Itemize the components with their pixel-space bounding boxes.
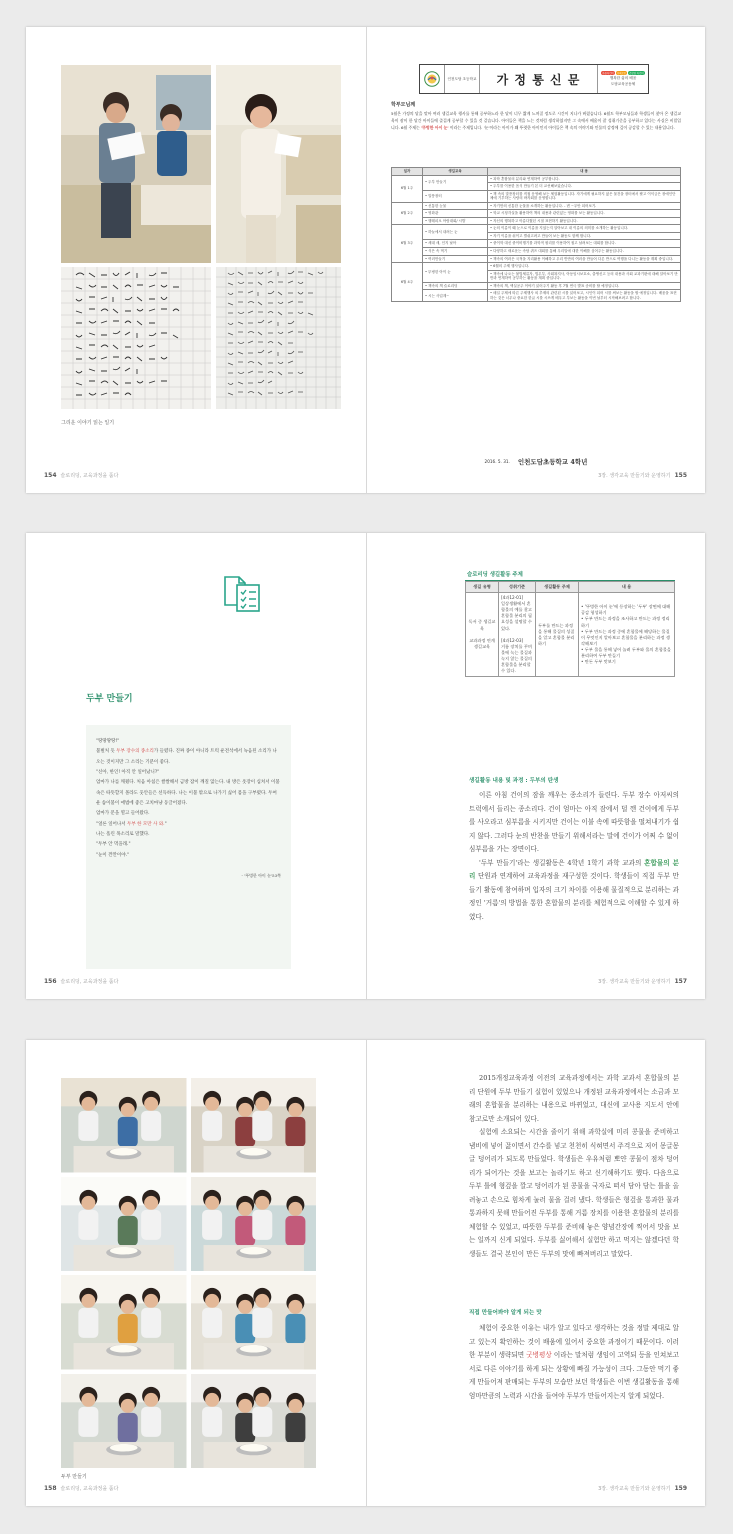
content-cell: • 책 속의 말풍장터를 직접 운영해 보는 체험활동입니다. 자기에게 필요하지 않은 물건을 장터에서 팔고 이익금은 장애인단체에 기부하는 사랑의 바자회를 운영합니다. [488,190,681,202]
spread-3 [26,1040,705,1506]
subject-cell: • 신통한 눈물 [423,202,488,210]
excerpt-line: 나는 흘린 목소리로 말했다. [96,832,150,838]
photo-caption: 그리운 이야기 읽는 일기 [61,420,115,426]
subject-cell: • 하늘에서 내려는 눈 [423,225,488,240]
newsletter-signoff [367,457,705,466]
document-checklist-icon [221,571,263,619]
newsletter-motto [598,65,648,93]
page-number: 158 [44,1485,57,1492]
th-content: 내 용 [488,168,681,176]
body-text [469,789,679,924]
week-cell: 6월 4주 [392,263,423,302]
photo-diary-1 [61,267,211,409]
motto-line-1: 행복한 삶의 배움 [609,76,637,80]
spread-1 [26,27,705,493]
content-cell: • 자기 이름을 쉬이고 별쉬고려고 만들어 보는 활동도 함께 합니다. [488,232,681,240]
page-footer [598,1485,687,1492]
subject-cell: • 두부 만들기 [423,175,488,190]
table-row [392,248,681,256]
content-cell: • 학교 시청각실을 활용하여 책의 내용과 관련있는 영화를 보는 활동입니다. [488,210,681,218]
photo-girl-reading [216,65,341,263]
highlight: 두부 장수의 종소리 [116,749,154,755]
table-row [392,217,681,225]
content-cell: • 과학 혼합물의 분리와 연계하여 공부합니다. [488,175,681,183]
newsletter-title: 가 정 통 신 문 [480,65,598,93]
newsletter-schedule-table [391,167,681,302]
activity-standard: [4과12-01] 일상생활에서 혼합물의 예를 찾고 혼합물 분리의 필요성을 설명할 수 있다. [4과12-03] 거름 장치를 꾸며 물에 녹는 물질과 녹지 않는 물질의 혼합물을 분리할 수 있다. [499,593,536,677]
subheading: 생길활동 내용 및 과정 : 두부의 탄생 [469,778,559,784]
table-row [392,240,681,248]
th-subject: 생길교육 [423,168,488,176]
week-cell: 6월 2주 [392,202,423,225]
motto-pill-2: 지혜로운 [616,72,627,75]
content-cell: • 자신의 행복하고 아름다웠던 시절 표현하기 활동입니다. [488,217,681,225]
section-title: 두부 만들기 [86,694,133,704]
running-title: 3장. 생각교육 만들기와 운영하기 [598,979,671,985]
school-emblem-icon [424,71,440,87]
subject-cell: • 책속의 책 슬로리딩 [423,282,488,290]
page-number: 156 [44,978,57,985]
activity-table [465,580,675,677]
page-158 [26,1040,366,1506]
excerpt-line: "얼른 일어나서 두부 한 모만 사 와." [96,821,167,827]
th-content: 내 용 [579,582,675,593]
paragraph-2: 실험에 소요되는 시간을 줄이기 위해 과학실에 미리 콩물을 준비하고 냄비에 넣어 끓이면서 간수를 넣고 천천히 식혀면서 주걱으로 저어 몽글몽글 덩어리가 되도록 만들었다. 학생들은 우유처럼 뽀얀 콩물이 점차 덩어리가 되어가는 것을 보고는 놀라기도 하고 신기해하기도 했다. 다음으로 두부 틀에 형겊을 깔고 덩어리가 된 콩물을 국자로 떠서 담아 담는 틀을 올려놓고 손으로 힘차게 눌러 물을 걸러 냈다. 학생들은 형겊을 통과한 물과 통과하지 못해 만들어진 두부를 통해 거름 장치를 이용한 혼합물의 분리를 체험할 수 있었고, 따뜻한 두부를 준비해 놓은 양념간장에 찍어서 맛을 보는 일까지 신게 되었다. 두부를 싫어해서 실험만 하고 먹지는 않겠다던 학생들도 결국 본인이 만든 두부의 맛에 빠져버리고 말았다. [469,1128,679,1258]
excerpt-line: "눈이 깐깐이야." [96,852,130,858]
school-badge: 인천도담 초등학교 [445,65,480,93]
subject-cell: • 뚜벙한 아이 눈 [423,263,488,283]
running-title: 3장. 생각교육 만들기와 운영하기 [598,1486,671,1492]
newsletter-date: 2016. 5. 31. [484,459,510,464]
content-cell: • 두부를 이용한 음식 만들기 본 더 교선해보았습니다. [488,183,681,191]
greeting: 학부모님께 [391,102,416,108]
content-cell: • 자기만의 신통한 눈물을 소개하는 활동입니다. - 변 ~우안 되어보기. [488,202,681,210]
content-cell: • 눈의 이름이 왜 눈으로 이름을 지었는지 알아보고 내 이름의 의미를 소개하는 활동입니다. [488,225,681,233]
table-row [392,255,681,263]
table-row [392,175,681,183]
excerpt-line: 불벌처 듯 두부 장수의 종소리가 들렸다. 진짜 종이 아니라 트럭 운전석에서 녹음된 소리가 나오는 것이지만 그 소리는 기분이 좋다. [96,749,277,765]
subject-cell: • 말풍장터 [423,190,488,202]
content-cell: • 다양하고 새로운는 속담 퀴즈 대회를 통해 우리말에 대한 이해를 심어주는 활동입니다. [488,248,681,256]
table-row [392,202,681,210]
page-number: 157 [674,978,687,985]
page-number: 159 [674,1485,687,1492]
motto-line-2: 도담교육공동체 [610,82,636,86]
tofu-photo [61,1374,187,1469]
tofu-photo [191,1374,317,1469]
page-154 [26,27,366,493]
story-excerpt [86,725,291,969]
tofu-photo [191,1275,317,1370]
page-footer [598,472,687,479]
highlight: '뚜벙한 아이 눈' [420,124,449,130]
page-157 [367,533,705,999]
tofu-photo [191,1078,317,1173]
highlight: 두부 한 모만 사 와. [127,821,165,827]
photo-boy-reading [61,65,211,263]
excerpt-source: - '뚜벙한 아이 눈'53쪽 [241,873,281,879]
highlight: 혼합물의 분리 [469,858,679,881]
paragraph-3: 체험이 중요한 이유는 내가 알고 있다고 생각하는 것을 정말 제대로 알고 있는지 확인하는 것이 배움에 있어서 중요한 과정이기 때문이다. 이러한 부분이 생략되면 굿병평상 이라는 말처럼 생임이 고역되 등을 인쳐보고 서로 다른 이야기를 하게 되는 상황에 빠질 가능성이 크다. 그동안 먹기 좋게 만들어져 판매되는 두부의 모습만 보던 학생들은 이번 생길활동을 통해 엄마만큼의 노력과 시간을 들여야 두부가 만들어지는지 알게 되었다. [469,1324,679,1400]
running-title: 슬로리딩, 교육과정을 품다 [60,473,119,479]
page-155 [367,27,705,493]
excerpt-line: 엄마가 나를 깨웠다. 처음 아침은 쌀쌀해서 금방 잠이 깨질 않는다. 내 방은 옷장이 십쳐서 이불 속은 따뜻할지 몰라도 웃안들은 선득하다. 나는 이불 밖으로 나가기 싫어 몸을 구부렸다. 두여운 솜이불이 애법에 좋은 고치마냥 동글어졌다. [96,780,280,807]
table-row [392,190,681,202]
tofu-photo [61,1275,187,1370]
motto-pill-3: 건강한 어린이 [629,72,644,75]
th-date: 일자 [392,168,423,176]
week-cell: 6월 3주 [392,225,423,263]
page-number: 155 [674,472,687,479]
newsletter-header [419,64,649,94]
activity-content: • '뚜벙한 아이 눈'에 등장하는 '두부' 장면에 대해 공감 형성하기 • 두부 만드는 과정을 조사하고 만드는 과정 정리하기 • 두부 만드는 과정 중에 혼합물에 해당하는 물질이 무엇인지 알아보고 혼합물을 분리하는 과정 생각해보기 • 두부 물을 통해 넣어 놀려 두부와 물의 혼합물을 분리하여 두부 만들기 • 만든 두부 맛보기 [579,593,675,677]
motto-pill-1: 바른어린이 [602,72,614,75]
tofu-photo [61,1078,187,1173]
tofu-photo [191,1177,317,1272]
paragraph-2: '두부 만들기'라는 생길활동은 4학년 1학기 과학 교과의 혼합물의 분리 단원과 연계하여 교육과정을 재구성한 것이다. 학생들이 직접 두부 만들기 활동에 참여하며 입자의 크기 차이를 이용해 물질적으로 분리하는 과정인 '거름'의 방법을 통한 혼합물의 분리를 체험적으로 이해할 수 있게 하였다. [469,858,679,921]
page-footer [44,1485,118,1492]
paragraph-1: 이른 아침 건이의 잠을 깨우는 종소리가 들린다. 두부 장수 아저씨의 트럭에서 들리는 종소리다. 건이 엄마는 아직 잠에서 덜 깬 건이에게 두부를 사오라고 심부름을 시키지만 건이는 이불 속에 따뜻함을 떨쳐내기가 쉽지 않다. 그러다 눈의 반찬을 만들기 위해서라는 말에 건이가 어쩌 수 없이 심부름을 가는 장면이다. [469,791,679,854]
th-standard: 성취기준 [499,582,536,593]
newsletter-intro: 5월은 가정의 달을 맞아 여러 생길교육 행사를 통해 공부하느라 한 달이 너무 짧게 느껴질 정도로 시간이 지나가 버렸습니다. 6월도 학부모님들과 학생들이 찾아 온 생길교육이 잠이 한 달간 아이들에 즐겁게 공부할 수 있을 것 같습니다. 아이들은 책을 느는 것처럼 생각하였지만 그 속에서 배움이 잘 성취기준을 공부하고 있다는 사실은 비밀입니다. 6월 주제는 '뚜벙한 아이 눈' 이라는 주제입니다. '눈'이라는 아이가 왜 뚜렷한 아이인지 아이들은 책 속의 이야기와 인물의 감정에 깊이 공감할 수 있는 내용입니다. [391,111,681,130]
week-cell: 6월 1주 [392,175,423,202]
tofu-photo-grid [61,1078,316,1468]
excerpt-line: "땅땅땅땅!" [96,739,120,744]
paragraph-1: 2015개정교육과정 이전의 교육과정에서는 과학 교과서 혼합물의 분리 단원에 두부 만들기 실험이 있었으나 개정된 교육과정에서는 소금과 모래의 혼합물을 분리하는 내용으로 바뀌었고, 대신에 교사용 지도서 안에 참고로만 소개되어 있다. [469,1074,679,1123]
content-cell: • 책속의 책, 엑실공주 이야기 읽어주기 활동 후 7월 연극 발표 준비를 할 예정입니다. [488,282,681,290]
page-footer [598,978,687,985]
table-row [392,210,681,218]
subject-cell: • 새대 새, 인지 날아 [423,240,488,248]
subject-cell: • 행레피오 아람대회/ 시발 [423,217,488,225]
subject-cell: • 식은 속 먹기 [423,248,488,256]
content-cell: • 중이학 대신 중이비행기를 과학적 원리를 이용하여 접고 날려보는 대회를 합니다. [488,240,681,248]
spread-2 [26,533,705,999]
body-text-2 [469,1322,679,1403]
content-cell: • 6월의 주제 행사입니다. [488,263,681,271]
running-title: 슬로리딩, 교육과정을 품다 [60,1486,119,1492]
page-footer [44,472,118,479]
tofu-photo [61,1177,187,1272]
th-topic: 생길활동 주제 [536,582,579,593]
photo-caption: 두부 만들기 [61,1474,87,1480]
highlight: 굿병평상 [526,1351,552,1360]
page-footer [44,978,118,985]
table-row [392,225,681,233]
subheading: 직접 만들어봐야 알게 되는 맛 [469,1310,542,1316]
excerpt-line: 엄마가 문을 열고 들어왔다. [96,811,150,817]
running-title: 3장. 생각교육 만들기와 운영하기 [598,473,671,479]
photo-diary-2 [216,267,341,409]
newsletter-signature: 인천도담초등학교 4학년 [517,458,588,466]
subject-cell: • 영화관 [423,210,488,218]
content-cell: • 책속에 나오는 불법체류자, 법무부, 사회복지사, 아동임시보호소, 출생신고 등의 내용과 사회 교과기편에 대해 알아보기 만반과 연계하여 공부하는 활동을 계획 중입니다. [488,270,681,282]
page-159 [367,1040,705,1506]
excerpt-line: "두부 안 먹을래." [96,842,131,848]
page-156 [26,533,366,999]
table-row [392,290,681,302]
running-title: 슬로리딩, 교육과정을 품다 [60,979,119,985]
th-type: 생길 유형 [466,582,499,593]
content-cell: • 책속의 여러은 국적을 지리활용 이해하고 우리 반만의 여러을 만들어 다른 반으로 여행을 다니는 활동을 계획 중입니다. [488,255,681,263]
subject-cell: • 시는 사업계~ [423,290,488,302]
activity-type: 독서 중 생길교육 교과과정 연계 생길교육 [466,593,499,677]
excerpt-line: "신아, 한인! 아직 안 일어났니?" [96,770,160,776]
table-row [392,282,681,290]
body-text [469,1072,679,1261]
subject-cell: • 여러만들기 [423,255,488,263]
content-cell: • 매일 주제에 따른 주제행사 외 추제의 관련된 시를 읽어보고, 시인이 되어 시를 써보는 활동을 할 예정입니다. 배움을 표현하는 것은 너무나 중요한 한글 시를 시쓰게 배우고 부보는 활동을 이번 날부터 시작해보려고 합니다. [488,290,681,302]
activity-table-title: 슬로리딩 생길활동 주제 [467,572,523,578]
page-number: 154 [44,472,57,479]
table-row [392,263,681,271]
activity-topic: 두부를 만드는 과정을 통해 물질의 성질을 알고 혼합물 분리하기 [536,593,579,677]
